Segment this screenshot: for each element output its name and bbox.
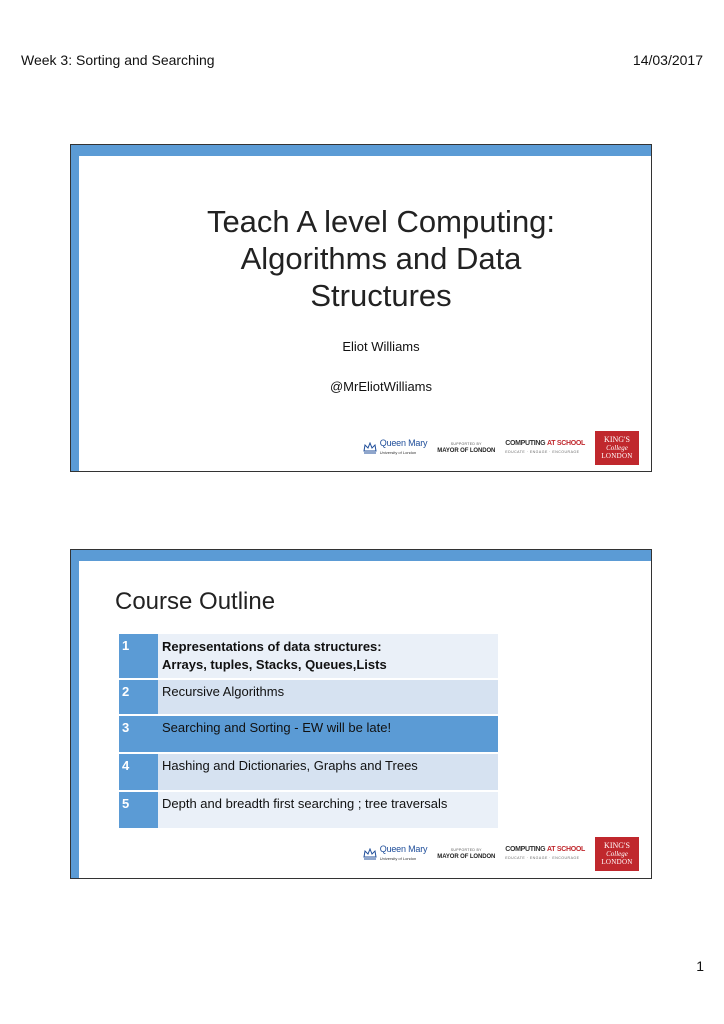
mayor-sup: SUPPORTED BY [450,442,482,446]
mayor-of-london-logo [437,441,495,455]
row-topic [158,634,498,678]
mayor-sup: SUPPORTED BY [450,848,482,852]
mayor-of-london-logo [437,847,495,861]
kings-line-2: College [606,850,628,858]
slide-course-outline [70,549,652,879]
qm-name: Queen Mary [379,844,428,854]
table-row [119,754,498,790]
kings-line-3: LONDON [601,452,633,460]
row-topic-line: Representations of data structures: [162,639,382,654]
crown-icon [363,442,377,454]
row-topic: Hashing and Dictionaries, Graphs and Trees [158,754,498,790]
cas-tag: EDUCATE · ENGAGE · ENCOURAGE [505,856,580,860]
row-topic: Searching and Sorting - EW will be late! [158,716,498,752]
computing-at-school-logo [505,440,585,456]
row-topic: Recursive Algorithms [158,680,498,714]
title-line: Algorithms and Data [240,241,522,276]
mayor-main: MAYOR OF LONDON [437,854,496,860]
author-name: Eliot Williams [342,339,420,354]
cas-main-2: AT SCHOOL [546,440,585,447]
slide-side-bar [71,550,79,878]
row-topic: Depth and breadth first searching ; tree traversals [158,792,498,828]
kings-college-logo [595,837,639,871]
slide-side-bar [71,145,79,471]
qm-sub: University of London [379,450,417,455]
row-topic-line: Arrays, tuples, Stacks, Queues,Lists [162,657,387,672]
slide-title [70,144,652,472]
title-line: Structures [310,278,452,313]
course-outline-table [119,632,498,830]
cas-main-1: COMPUTING [505,440,546,447]
slide-main-title [131,203,631,314]
sponsor-logos [363,837,639,871]
page-number: 1 [696,958,704,974]
slide-title: Course Outline [115,588,276,615]
qm-sub: University of London [379,856,417,861]
crown-icon [363,848,377,860]
kings-line-3: LONDON [601,858,633,866]
title-line: Teach A level Computing: [206,204,556,239]
row-number: 4 [119,754,158,790]
table-row [119,634,498,678]
kings-line-1: KING'S [604,841,630,850]
kings-college-logo [595,431,639,465]
sponsor-logos [363,431,639,465]
table-row [119,680,498,714]
cas-main-1: COMPUTING [505,846,546,853]
slide-top-bar [71,145,651,156]
queen-mary-logo [363,845,428,863]
computing-at-school-logo [505,846,585,862]
twitter-handle: @MrEliotWilliams [329,379,433,394]
cas-tag: EDUCATE · ENGAGE · ENCOURAGE [505,450,580,454]
document-header-title: Week 3: Sorting and Searching [21,52,215,68]
kings-line-1: KING'S [604,435,630,444]
row-number: 3 [119,716,158,752]
mayor-main: MAYOR OF LONDON [437,448,496,454]
row-number: 2 [119,680,158,714]
row-number: 1 [119,634,158,678]
qm-name: Queen Mary [379,438,428,448]
table-row [119,716,498,752]
row-number: 5 [119,792,158,828]
kings-line-2: College [606,444,628,452]
queen-mary-logo [363,439,428,457]
cas-main-2: AT SCHOOL [546,846,585,853]
table-row [119,792,498,828]
slide-top-bar [71,550,651,561]
document-header-date: 14/03/2017 [632,52,703,68]
